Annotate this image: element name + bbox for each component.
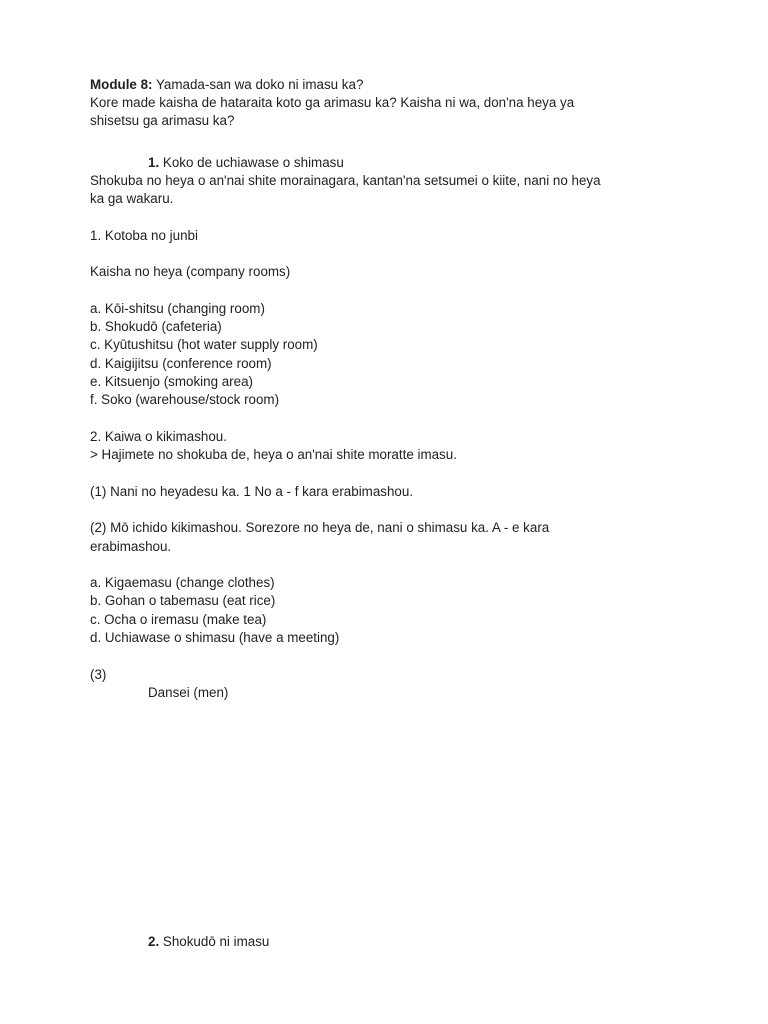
section2-number: 2. bbox=[148, 934, 160, 949]
section1-heading bbox=[148, 154, 344, 172]
module-intro-line-2: shisetsu ga arimasu ka? bbox=[90, 113, 235, 128]
section1-title: Koko de uchiawase o shimasu bbox=[162, 155, 344, 170]
kaiwa-heading: 2. Kaiwa o kikimashou. bbox=[90, 429, 227, 444]
question-3-sub: Dansei (men) bbox=[148, 685, 229, 700]
action-item-a: a. Kigaemasu (change clothes) bbox=[90, 575, 275, 590]
room-item-a: a. Kōi-shitsu (changing room) bbox=[90, 301, 265, 316]
section1-desc-line-2: ka ga wakaru. bbox=[90, 191, 174, 206]
section2-title: Shokudō ni imasu bbox=[162, 934, 270, 949]
rooms-heading: Kaisha no heya (company rooms) bbox=[90, 264, 291, 279]
module-title: Yamada-san wa doko ni imasu ka? bbox=[155, 77, 364, 92]
section1-desc-line-1: Shokuba no heya o an'nai shite morainagara, kantan'na setsumei o kiite, nani no heya bbox=[90, 173, 601, 188]
room-item-f: f. Soko (warehouse/stock room) bbox=[90, 392, 280, 407]
room-item-b: b. Shokudō (cafeteria) bbox=[90, 319, 222, 334]
section2-heading bbox=[148, 933, 269, 951]
room-item-e: e. Kitsuenjo (smoking area) bbox=[90, 374, 253, 389]
action-item-b: b. Gohan o tabemasu (eat rice) bbox=[90, 593, 276, 608]
action-item-d: d. Uchiawase o shimasu (have a meeting) bbox=[90, 630, 340, 645]
kotoba-heading: 1. Kotoba no junbi bbox=[90, 228, 198, 243]
question-2-line-1: (2) Mō ichido kikimashou. Sorezore no heya de, nani o shimasu ka. A - e kara bbox=[90, 520, 550, 535]
module-label: Module 8: bbox=[90, 77, 153, 92]
question-1: (1) Nani no heyadesu ka. 1 No a - f kara erabimashou. bbox=[90, 484, 414, 499]
module-intro-line-1: Kore made kaisha de hataraita koto ga arimasu ka? Kaisha ni wa, don'na heya ya bbox=[90, 95, 575, 110]
question-2-line-2: erabimashou. bbox=[90, 539, 172, 554]
section1-number: 1. bbox=[148, 155, 160, 170]
kaiwa-sub: > Hajimete no shokuba de, heya o an'nai shite moratte imasu. bbox=[90, 447, 457, 462]
question-3-label: (3) bbox=[90, 667, 107, 682]
room-item-c: c. Kyūtushitsu (hot water supply room) bbox=[90, 337, 318, 352]
module-title-line bbox=[90, 76, 363, 94]
room-item-d: d. Kaigijitsu (conference room) bbox=[90, 356, 272, 371]
action-item-c: c. Ocha o iremasu (make tea) bbox=[90, 612, 267, 627]
